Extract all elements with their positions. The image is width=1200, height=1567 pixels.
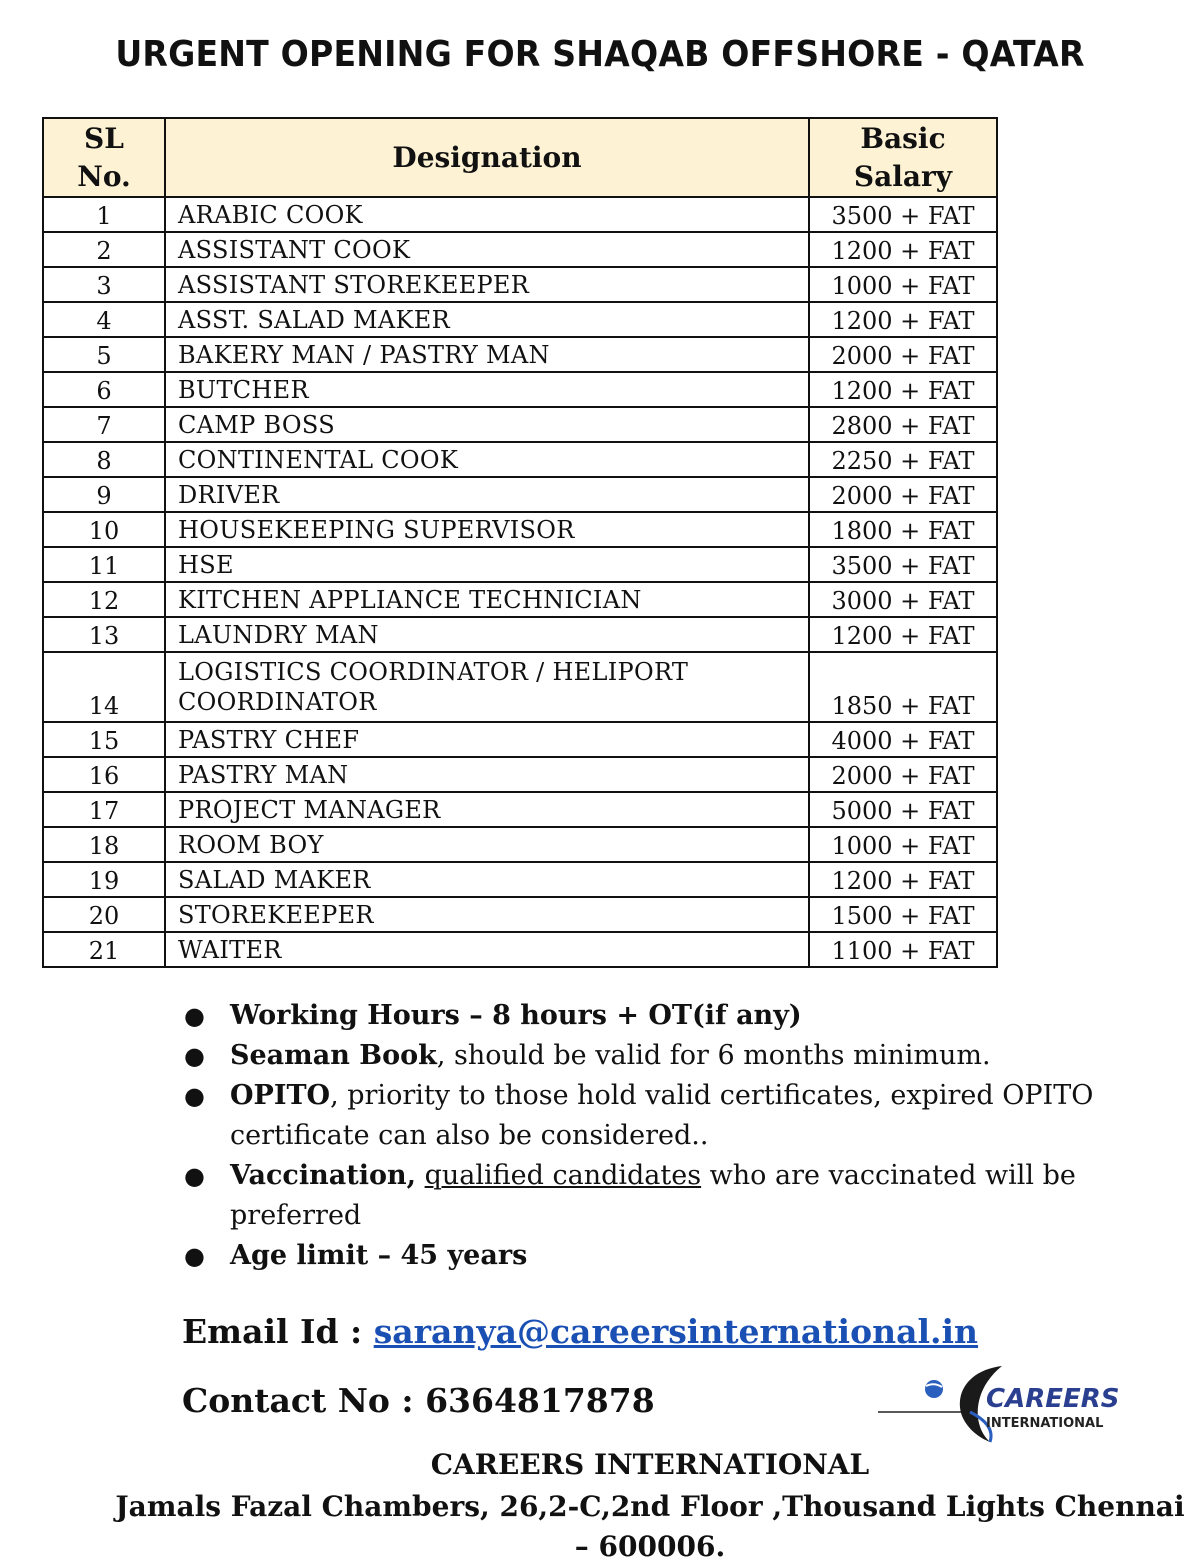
sl-cell: 10	[43, 512, 165, 547]
designation-cell: LAUNDRY MAN	[165, 617, 809, 652]
sl-cell: 8	[43, 442, 165, 477]
salary-cell: 2250 + FAT	[809, 442, 997, 477]
designation-cell: STOREKEEPER	[165, 897, 809, 932]
sl-cell: 17	[43, 792, 165, 827]
table-row	[43, 197, 997, 232]
salary-cell: 5000 + FAT	[809, 792, 997, 827]
sl-cell: 1	[43, 197, 165, 232]
bullet-icon: ●	[184, 1162, 205, 1190]
sl-cell: 6	[43, 372, 165, 407]
designation-cell: DRIVER	[165, 477, 809, 512]
sl-cell: 18	[43, 827, 165, 862]
sl-cell: 12	[43, 582, 165, 617]
table-row	[43, 407, 997, 442]
salary-cell: 4000 + FAT	[809, 722, 997, 757]
table-row	[43, 232, 997, 267]
table-row	[43, 267, 997, 302]
salary-cell: 1200 + FAT	[809, 372, 997, 407]
designation-cell: ASSISTANT COOK	[165, 232, 809, 267]
sl-cell: 9	[43, 477, 165, 512]
table-row	[43, 722, 997, 757]
table-row	[43, 442, 997, 477]
designation-cell: BUTCHER	[165, 372, 809, 407]
salary-cell: 3000 + FAT	[809, 582, 997, 617]
salary-cell: 1800 + FAT	[809, 512, 997, 547]
bullet-icon: ●	[184, 1242, 205, 1270]
requirement-item	[184, 1236, 1144, 1276]
designation-cell: WAITER	[165, 932, 809, 967]
designation-cell: PASTRY MAN	[165, 757, 809, 792]
designation-cell: ASST. SALAD MAKER	[165, 302, 809, 337]
table-row	[43, 862, 997, 897]
table-row	[43, 582, 997, 617]
designation-cell: PROJECT MANAGER	[165, 792, 809, 827]
designation-cell: LOGISTICS COORDINATOR / HELIPORT COORDINATOR	[165, 652, 809, 722]
sl-cell: 2	[43, 232, 165, 267]
company-name: CAREERS INTERNATIONAL	[430, 1448, 870, 1481]
salary-cell: 1000 + FAT	[809, 267, 997, 302]
designation-cell: HSE	[165, 547, 809, 582]
designation-cell: BAKERY MAN / PASTRY MAN	[165, 337, 809, 372]
table-row	[43, 932, 997, 967]
requirement-item	[184, 1036, 1144, 1076]
designation-cell: ARABIC COOK	[165, 197, 809, 232]
sl-cell: 19	[43, 862, 165, 897]
sl-cell: 11	[43, 547, 165, 582]
logo-text-international: INTERNATIONAL	[986, 1416, 1104, 1431]
header-basic-salary: Basic Salary	[809, 118, 997, 197]
designation-cell: CONTINENTAL COOK	[165, 442, 809, 477]
requirement-item	[184, 1076, 1144, 1156]
sl-cell: 5	[43, 337, 165, 372]
salary-cell: 2000 + FAT	[809, 477, 997, 512]
bullet-icon: ●	[184, 1082, 205, 1110]
requirement-label: Age limit – 45 years	[230, 1240, 528, 1271]
company-address: Jamals Fazal Chambers, 26,2-C,2nd Floor ,Thousand Lights Chennai – 600006.	[115, 1490, 1185, 1563]
sl-cell: 20	[43, 897, 165, 932]
sl-cell: 21	[43, 932, 165, 967]
salary-cell: 1000 + FAT	[809, 827, 997, 862]
table-row	[43, 512, 997, 547]
requirement-label: Vaccination,	[230, 1160, 416, 1191]
table-row	[43, 477, 997, 512]
requirement-label: Seaman Book	[230, 1040, 437, 1071]
header-sl-no: SL No.	[43, 118, 165, 197]
salary-cell: 2800 + FAT	[809, 407, 997, 442]
designation-cell: SALAD MAKER	[165, 862, 809, 897]
careers-international-logo	[876, 1360, 1140, 1450]
phone-number: 6364817878	[425, 1381, 655, 1420]
table-row	[43, 757, 997, 792]
designation-cell: KITCHEN APPLIANCE TECHNICIAN	[165, 582, 809, 617]
salary-cell: 3500 + FAT	[809, 197, 997, 232]
table-row	[43, 547, 997, 582]
salary-cell: 1200 + FAT	[809, 862, 997, 897]
email-label: Email Id :	[182, 1312, 374, 1351]
sl-cell: 15	[43, 722, 165, 757]
salary-cell: 1100 + FAT	[809, 932, 997, 967]
salary-cell: 1200 + FAT	[809, 302, 997, 337]
salary-cell: 1850 + FAT	[809, 652, 997, 722]
salary-cell: 2000 + FAT	[809, 757, 997, 792]
salary-cell: 1200 + FAT	[809, 232, 997, 267]
salary-cell: 3500 + FAT	[809, 547, 997, 582]
sl-cell: 3	[43, 267, 165, 302]
email-link[interactable]: saranya@careersinternational.in	[373, 1312, 979, 1351]
phone-label: Contact No :	[182, 1381, 426, 1420]
salary-cell: 1200 + FAT	[809, 617, 997, 652]
email-row	[182, 1312, 978, 1351]
table-row	[43, 792, 997, 827]
requirement-text: , should be valid for 6 months minimum.	[436, 1040, 991, 1071]
sl-cell: 14	[43, 652, 165, 722]
requirement-item	[184, 996, 1144, 1036]
table-row	[43, 302, 997, 337]
sl-cell: 16	[43, 757, 165, 792]
designation-cell: ASSISTANT STOREKEEPER	[165, 267, 809, 302]
requirement-label: OPITO	[230, 1080, 331, 1111]
designation-cell: PASTRY CHEF	[165, 722, 809, 757]
bullet-icon: ●	[184, 1042, 205, 1070]
salary-cell: 2000 + FAT	[809, 337, 997, 372]
requirement-text: who are vaccinated will be preferred	[230, 1160, 1076, 1231]
bullet-icon: ●	[184, 1002, 205, 1030]
table-row	[43, 827, 997, 862]
sl-cell: 4	[43, 302, 165, 337]
requirement-label: Working Hours – 8 hours + OT(if any)	[230, 1000, 802, 1031]
designation-cell: ROOM BOY	[165, 827, 809, 862]
table-row	[43, 372, 997, 407]
designation-cell: CAMP BOSS	[165, 407, 809, 442]
requirement-text: , priority to those hold valid certificates, expired OPITO certificate can also be considered..	[230, 1080, 1094, 1151]
header-designation: Designation	[165, 118, 809, 197]
requirement-underlined-text: qualified candidates	[424, 1160, 702, 1191]
table-row	[43, 617, 997, 652]
table-row	[43, 652, 997, 722]
salary-cell: 1500 + FAT	[809, 897, 997, 932]
job-openings-table	[42, 117, 998, 968]
phone-row	[182, 1381, 655, 1420]
requirements-list	[184, 996, 1144, 1276]
logo-text-careers: CAREERS	[986, 1384, 1120, 1414]
sl-cell: 13	[43, 617, 165, 652]
requirement-item	[184, 1156, 1144, 1236]
table-row	[43, 337, 997, 372]
table-row	[43, 897, 997, 932]
designation-cell: HOUSEKEEPING SUPERVISOR	[165, 512, 809, 547]
table-header-row	[43, 118, 997, 197]
sl-cell: 7	[43, 407, 165, 442]
page-title: URGENT OPENING FOR SHAQAB OFFSHORE - QATAR	[115, 34, 1085, 75]
